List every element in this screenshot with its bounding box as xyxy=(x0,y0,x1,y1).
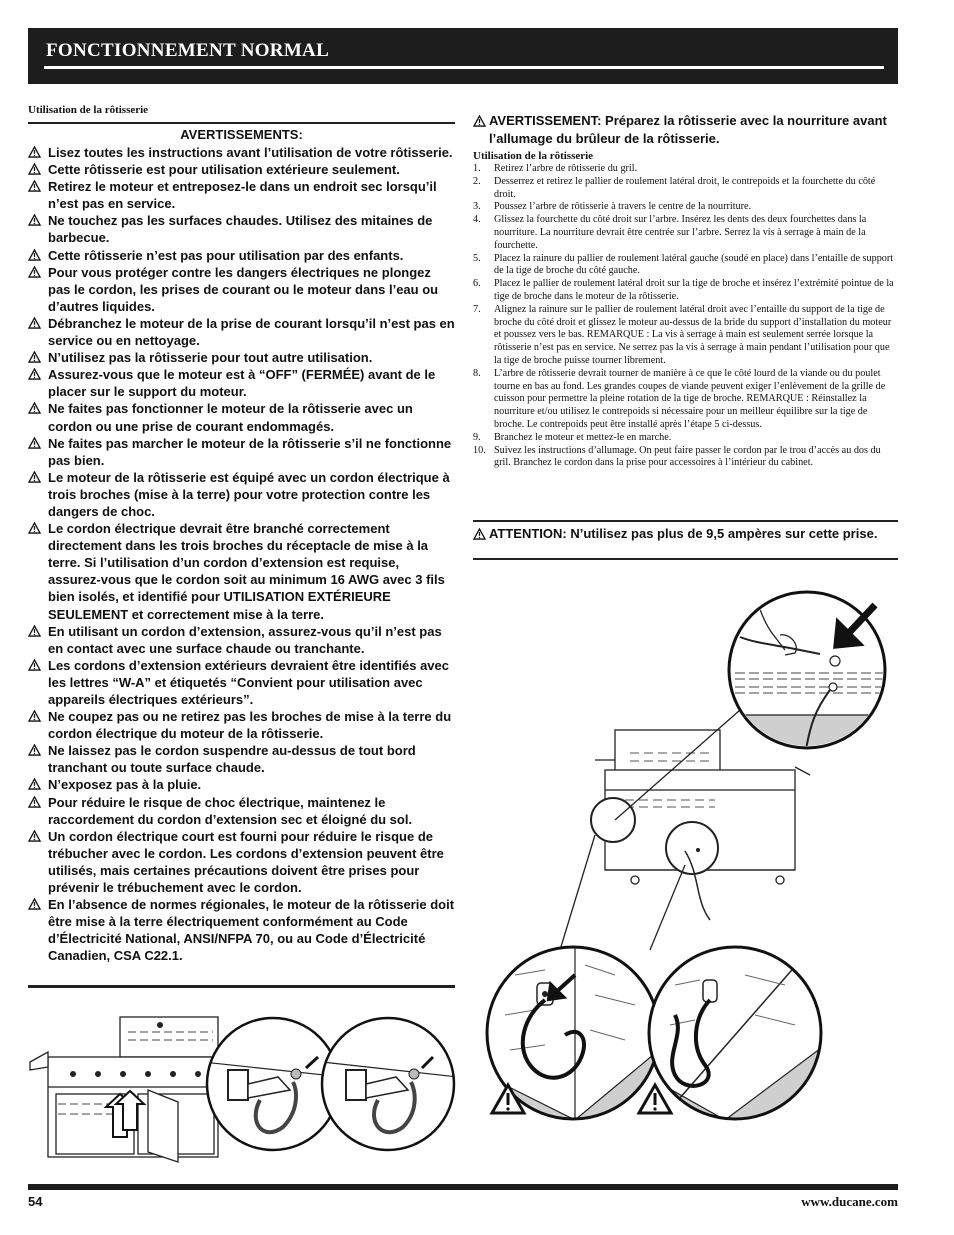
warning-item xyxy=(28,657,455,708)
warning-triangle-icon xyxy=(28,522,41,534)
grill-cabinet-illustration xyxy=(28,1012,458,1172)
warning-text: Le moteur de la rôtisserie est équipé avec un cordon électrique à trois broches (mise à la terre) pour votre protection contre les dangers de choc. xyxy=(48,469,450,519)
step-item xyxy=(473,368,898,432)
step-number: 9. xyxy=(473,431,481,443)
warning-text: Cette rôtisserie n’est pas pour utilisation par des enfants. xyxy=(48,247,404,263)
step-item xyxy=(473,253,898,279)
warning-item xyxy=(28,212,455,246)
website-link[interactable]: www.ducane.com xyxy=(801,1194,898,1209)
warning-triangle-icon xyxy=(28,830,41,842)
warning-text: Cette rôtisserie est pour utilisation extérieure seulement. xyxy=(48,162,400,178)
rotisserie-warning xyxy=(473,112,898,148)
step-number: 10. xyxy=(473,444,486,456)
warning-triangle-icon xyxy=(473,115,486,127)
warning-text: En utilisant un cordon d’extension, assurez-vous qu’il n’est pas en contact avec une surface chaude ou tranchante. xyxy=(48,623,442,656)
warning-triangle-icon xyxy=(28,266,41,278)
step-item xyxy=(473,432,898,445)
page-number: 54 xyxy=(28,1194,43,1209)
attention-box xyxy=(473,520,898,560)
attention-note xyxy=(473,525,898,542)
header-banner xyxy=(28,28,898,84)
warning-triangle-icon xyxy=(473,528,486,540)
steps-subtitle: Utilisation de la rôtisserie xyxy=(473,150,594,162)
step-text: Branchez le moteur et mettez-le en marche. xyxy=(494,431,672,443)
warning-text: N’exposez pas à la pluie. xyxy=(48,777,202,793)
step-number: 1. xyxy=(473,163,481,174)
warning-triangle-icon xyxy=(28,163,41,175)
attention-text: ATTENTION: N’utilisez pas plus de 9,5 ampères sur cette prise. xyxy=(489,526,878,541)
warning-triangle-icon xyxy=(28,146,41,158)
warning-text: Le cordon électrique devrait être branché correctement directement dans les trois broches du réceptacle de mise à la terre. Si l’utilisation d’un cordon d’extension est requise, assurez-vous que le cordon soit au minimum 16 AWG avec 3 fils bien isolés, et identifié pour UTILISATION EXTÉRIEURE SEULEMENT et correctement mise à la terre. xyxy=(48,521,445,622)
steps-list xyxy=(473,163,898,470)
warning-text: Ne touchez pas les surfaces chaudes. Utilisez des mitaines de barbecue. xyxy=(48,213,433,246)
warning-item xyxy=(28,349,455,366)
warning-text: Ne faites pas fonctionner le moteur de la rôtisserie avec un cordon ou une prise de courant endommagés. xyxy=(48,401,413,434)
step-item xyxy=(473,214,898,252)
warnings-list xyxy=(28,144,455,965)
warning-triangle-icon xyxy=(28,744,41,756)
warning-item xyxy=(28,264,455,315)
step-item xyxy=(473,201,898,214)
step-text: L’arbre de rôtisserie devrait tourner de manière à ce que le côté lourd de la viande ou du poulet tourne en bas au fond. Les grandes coupes de viande peuvent exiger l’enlèvement de la grille de cuisson pour permettre la pleine rotation de la tige de broche. REMARQUE : Réinstallez la nourriture et/ou utilisez le contrepoids si nécessaire pour un meilleur équilibre sur la tige de broche. Le contrepoids peut être installé après l’étape 5 ci-dessus. xyxy=(494,367,886,430)
warning-triangle-icon xyxy=(28,659,41,671)
warning-triangle-icon xyxy=(28,317,41,329)
warning-item xyxy=(28,144,455,161)
warning-triangle-icon xyxy=(28,214,41,226)
hazard-triangle-icon xyxy=(639,1085,671,1113)
warning-item xyxy=(28,520,455,623)
step-number: 8. xyxy=(473,367,481,379)
warning-triangle-icon xyxy=(28,625,41,637)
warning-item xyxy=(28,742,455,776)
warning-item xyxy=(28,366,455,400)
warning-triangle-icon xyxy=(28,796,41,808)
step-number: 4. xyxy=(473,214,481,226)
left-bottom-rule xyxy=(28,985,455,988)
warning-text: Un cordon électrique court est fourni pour réduire le risque de trébucher avec le cordon. Les cordons d’extension peuvent être utilisés, mais certaines précautions doivent être prises pour prévenir le trébuchement avec le cordon. xyxy=(48,828,444,896)
step-text: Poussez l’arbre de rôtisserie à travers le centre de la nourriture. xyxy=(494,201,752,213)
warning-item xyxy=(28,400,455,434)
section-title: Utilisation de la rôtisserie xyxy=(28,104,455,124)
warning-triangle-icon xyxy=(28,249,41,261)
warnings-heading: AVERTISSEMENTS: xyxy=(180,127,303,142)
step-item xyxy=(473,304,898,368)
step-number: 5. xyxy=(473,252,481,264)
warning-text: Pour réduire le risque de choc électrique, maintenez le raccordement du cordon d’extension sec et éloigné du sol. xyxy=(48,794,413,827)
warning-triangle-icon xyxy=(28,437,41,449)
step-number: 3. xyxy=(473,201,481,213)
warning-triangle-icon xyxy=(28,402,41,414)
right-column xyxy=(473,112,898,470)
warning-triangle-icon xyxy=(28,351,41,363)
step-item xyxy=(473,278,898,304)
warning-item xyxy=(28,161,455,178)
left-column xyxy=(28,104,455,965)
warning-triangle-icon xyxy=(28,368,41,380)
warning-item xyxy=(28,828,455,896)
step-text: Placez le pallier de roulement latéral droit sur la tige de broche et insérez l’extrémité pointue de la tige de broche dans le moteur de la rôtisserie. xyxy=(494,278,894,302)
page-title: FONCTIONNEMENT NORMAL xyxy=(46,40,330,61)
step-number: 7. xyxy=(473,303,481,315)
warning-text: Ne coupez pas ou ne retirez pas les broches de mise à la terre du cordon électrique du moteur de la rôtisserie. xyxy=(48,709,452,742)
warning-item xyxy=(28,178,455,212)
step-text: Desserrez et retirez le pallier de roulement latéral droit, le contrepoids et la fourchette du côté droit. xyxy=(494,175,876,200)
warning-item xyxy=(28,247,455,264)
warning-text: Pour vous protéger contre les dangers électriques ne plongez pas le cordon, les prises de courant ou le moteur dans l’eau ou d’autres liquides. xyxy=(48,264,439,314)
warning-text: Lisez toutes les instructions avant l’utilisation de votre rôtisserie. xyxy=(48,145,453,160)
warning-triangle-icon xyxy=(28,898,41,910)
banner-rule xyxy=(44,66,884,69)
warning-item xyxy=(28,469,455,520)
step-text: Alignez la rainure sur le pallier de roulement latéral droit avec l’entaille du support de la tige de broche du côté droit et glissez le moteur au-dessus de la bride du support d’installation du moteur et poussez vers le bas. REMARQUE : La vis à serrage à main est seulement serrée lorsque la rôtisserie n’est pas en service. Ne serrez pas la vis à serrage à main pendant l’utilisation pour que la tige de broche puisse tourner librement. xyxy=(494,303,892,366)
warning-triangle-icon xyxy=(28,471,41,483)
step-item xyxy=(473,445,898,471)
step-text: Placez la rainure du pallier de roulement latéral gauche (soudé en place) dans l’entaille de support de la tige de broche du côté gauche. xyxy=(494,252,894,277)
warning-item xyxy=(28,315,455,349)
warning-item xyxy=(28,896,455,964)
step-item xyxy=(473,163,898,176)
step-number: 6. xyxy=(473,278,481,290)
step-item xyxy=(473,176,898,202)
warning-text: En l’absence de normes régionales, le moteur de la rôtisserie doit être mise à la terre électriquement conformément au Code d’Électricité National, ANSI/NFPA 70, ou au Code d’Électricité Canadien, CSA C22.1. xyxy=(48,897,455,964)
warning-text: Assurez-vous que le moteur est à “OFF” (FERMÉE) avant de le placer sur le support du moteur. xyxy=(48,367,436,400)
rotisserie-warning-text: AVERTISSEMENT: Préparez la rôtisserie avec la nourriture avant l’allumage du brûleur de la rôtisserie. xyxy=(489,113,887,146)
grill-outlet-illustration xyxy=(485,575,900,1130)
warning-item xyxy=(28,776,455,793)
step-text: Suivez les instructions d’allumage. On peut faire passer le cordon par le trou d’accès au dos du gril. Branchez le cordon dans la prise pour accessoires à l’intérieur du cabinet. xyxy=(494,444,881,469)
warning-text: Ne faites pas marcher le moteur de la rôtisserie s’il ne fonctionne pas bien. xyxy=(48,435,452,468)
step-text: Glissez la fourchette du côté droit sur l’arbre. Insérez les dents des deux fourchettes dans la nourriture. La nourriture devrait être centrée sur l’arbre. Serrez la vis à serrage à main de la fourchette. xyxy=(494,214,867,251)
step-number: 2. xyxy=(473,175,481,187)
warning-text: Débranchez le moteur de la prise de courant lorsqu’il n’est pas en service ou en nettoyage. xyxy=(48,315,455,349)
warning-text: Les cordons d’extension extérieurs devraient être identifiés avec les lettres “W-A” et étiquetés “Convient pour utilisation avec appareils électriques extérieurs”. xyxy=(48,657,449,707)
warning-text: Ne laissez pas le cordon suspendre au-dessus de tout bord tranchant ou toute surface chaude. xyxy=(48,743,416,776)
warning-text: N’utilisez pas la rôtisserie pour tout autre utilisation. xyxy=(48,350,373,366)
warning-text: Retirez le moteur et entreposez-le dans un endroit sec lorsqu’il n’est pas en service. xyxy=(48,179,437,212)
step-text: Retirez l’arbre de rôtisserie du gril. xyxy=(494,163,638,174)
warning-item xyxy=(28,708,455,742)
warning-triangle-icon xyxy=(28,778,41,790)
warning-item xyxy=(28,794,455,828)
footer-bar xyxy=(28,1184,898,1190)
warning-item xyxy=(28,435,455,469)
warning-triangle-icon xyxy=(28,710,41,722)
warning-triangle-icon xyxy=(28,180,41,192)
warning-item xyxy=(28,623,455,657)
